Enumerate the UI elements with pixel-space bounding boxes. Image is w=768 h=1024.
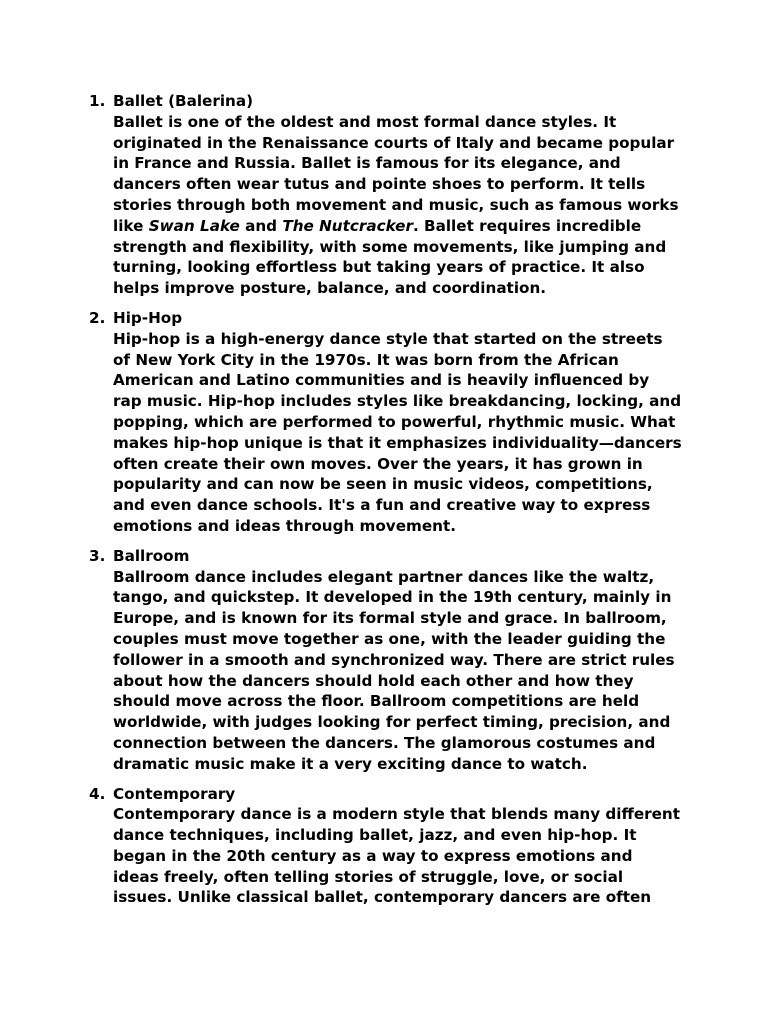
body-line: often create their own moves. Over the years, it has grown in [113, 454, 643, 473]
body-line: turning, looking effortless but taking years of practice. It also [113, 258, 645, 277]
body-line: of New York City in the 1970s. It was born from the African [113, 350, 619, 369]
body-line: strength and flexibility, with some movements, like jumping and [113, 237, 667, 256]
item-title: Ballroom [113, 546, 190, 565]
text-fragment: like [113, 216, 149, 235]
body-line: rap music. Hip-hop includes styles like breakdancing, locking, and [113, 392, 682, 411]
body-line: American and Latino communities and is heavily influenced by [113, 371, 650, 390]
item-body [113, 112, 689, 299]
body-line: worldwide, with judges looking for perfect timing, precision, and [113, 713, 671, 732]
body-line: connection between the dancers. The glamorous costumes and [113, 733, 656, 752]
body-line: couples must move together as one, with the leader guiding the [113, 629, 666, 648]
list-number: 3. [89, 546, 106, 565]
body-line: helps improve posture, balance, and coordination. [113, 279, 547, 298]
body-line: dancers often wear tutus and pointe shoes to perform. It tells [113, 175, 646, 194]
body-line: Ballet is one of the oldest and most formal dance styles. It [113, 112, 617, 131]
item-title: Hip-Hop [113, 308, 183, 327]
body-line: Europe, and is known for its formal style and grace. In ballroom, [113, 609, 667, 628]
text-fragment: . Ballet requires incredible [412, 216, 642, 235]
item-title: Contemporary [113, 784, 236, 803]
body-line: ideas freely, often telling stories of struggle, love, or social [113, 867, 624, 886]
body-line: Hip-hop is a high-energy dance style that started on the streets [113, 329, 663, 348]
body-line: stories through both movement and music, such as famous works [113, 195, 679, 214]
body-line: popularity and can now be seen in music videos, competitions, [113, 475, 653, 494]
body-line: emotions and ideas through movement. [113, 516, 456, 535]
item-body [113, 329, 689, 537]
item-title: Ballet (Balerina) [113, 92, 254, 110]
item-body [113, 804, 689, 908]
work-title-swan-lake: Swan Lake [148, 216, 240, 235]
body-line: originated in the Renaissance courts of Italy and became popular [113, 133, 675, 152]
body-line: dance techniques, including ballet, jazz, and even hip-hop. It [113, 826, 637, 845]
body-line: tango, and quickstep. It developed in the 19th century, mainly in [113, 588, 672, 607]
work-title-nutcracker: The Nutcracker [282, 216, 413, 235]
body-line: popping, which are performed to powerful, rhythmic music. What [113, 412, 676, 431]
body-line: makes hip-hop unique is that it emphasizes individuality—dancers [113, 433, 682, 452]
body-line: dramatic music make it a very exciting dance to watch. [113, 754, 588, 773]
list-number: 2. [89, 308, 106, 327]
list-item-ballroom [89, 546, 689, 775]
body-line: about how the dancers should hold each other and how they [113, 671, 634, 690]
body-line: began in the 20th century as a way to express emotions and [113, 846, 633, 865]
body-line [113, 216, 689, 237]
list-number: 1. [89, 92, 106, 110]
list-item-hip-hop [89, 308, 689, 537]
list-item-ballet [89, 91, 689, 299]
body-line: Contemporary dance is a modern style that blends many different [113, 805, 680, 824]
body-line: should move across the floor. Ballroom competitions are held [113, 692, 640, 711]
list-item-contemporary [89, 784, 689, 909]
body-line: Ballroom dance includes elegant partner dances like the waltz, [113, 567, 655, 586]
list-number: 4. [89, 784, 106, 803]
text-fragment: and [239, 216, 283, 235]
body-line: follower in a smooth and synchronized way. There are strict rules [113, 650, 675, 669]
body-line: and even dance schools. It's a fun and creative way to express [113, 496, 651, 515]
dance-styles-list [89, 91, 689, 917]
body-line: issues. Unlike classical ballet, contemporary dancers are often [113, 888, 652, 907]
body-line: in France and Russia. Ballet is famous for its elegance, and [113, 154, 621, 173]
item-body [113, 567, 689, 775]
